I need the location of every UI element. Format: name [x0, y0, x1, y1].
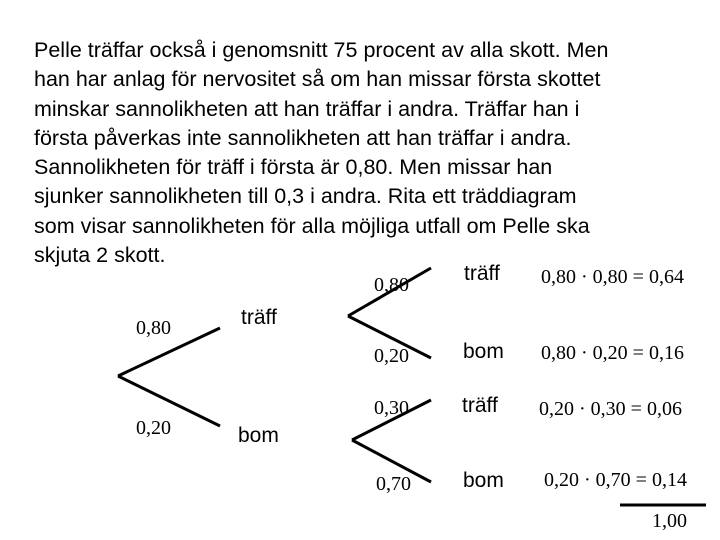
problem-line-8: skjuta 2 skott. — [34, 243, 166, 268]
problem-line-1: Pelle träffar också i genomsnitt 75 procent av alla skott. Men — [34, 38, 609, 62]
problem-line-7: som visar sannolikheten för alla möjliga utfall om Pelle ska — [34, 213, 590, 238]
calc-outcome-4: 0,20 · 0,70 = 0,14 — [544, 469, 687, 491]
problem-line-3: minskar sannolikheten att han träffar i andra. Träffar han i — [34, 96, 580, 121]
problem-line-2: han har anlag för nervositet så om han missar första skottet — [34, 67, 601, 92]
prob-after-hit-miss: 0,20 — [374, 345, 409, 367]
label-first-miss: bom — [238, 424, 279, 447]
prob-first-hit: 0,80 — [136, 317, 171, 339]
prob-after-hit-hit: 0,80 — [374, 274, 409, 296]
label-after-hit-miss: bom — [463, 340, 504, 363]
prob-first-miss: 0,20 — [136, 417, 171, 439]
label-after-miss-miss: bom — [463, 469, 504, 492]
calc-outcome-2: 0,80 · 0,20 = 0,16 — [541, 342, 684, 364]
problem-line-6: sjunker sannolikheten till 0,3 i andra. Rita ett träddiagram — [34, 184, 577, 209]
prob-after-miss-miss: 0,70 — [376, 473, 411, 495]
prob-after-miss-hit: 0,30 — [374, 397, 409, 419]
label-after-miss-hit: träff — [462, 394, 498, 417]
label-after-hit-hit: träff — [464, 262, 500, 285]
calc-outcome-3: 0,20 · 0,30 = 0,06 — [539, 398, 682, 420]
label-first-hit: träff — [241, 306, 277, 329]
total-sum: 1,00 — [652, 510, 687, 532]
calc-outcome-1: 0,80 · 0,80 = 0,64 — [541, 266, 684, 288]
problem-line-5: Sannolikheten för träff i första är 0,80. Men missar han — [34, 155, 553, 180]
problem-line-4: första påverkas inte sannolikheten att han träffar i andra. — [34, 125, 572, 150]
